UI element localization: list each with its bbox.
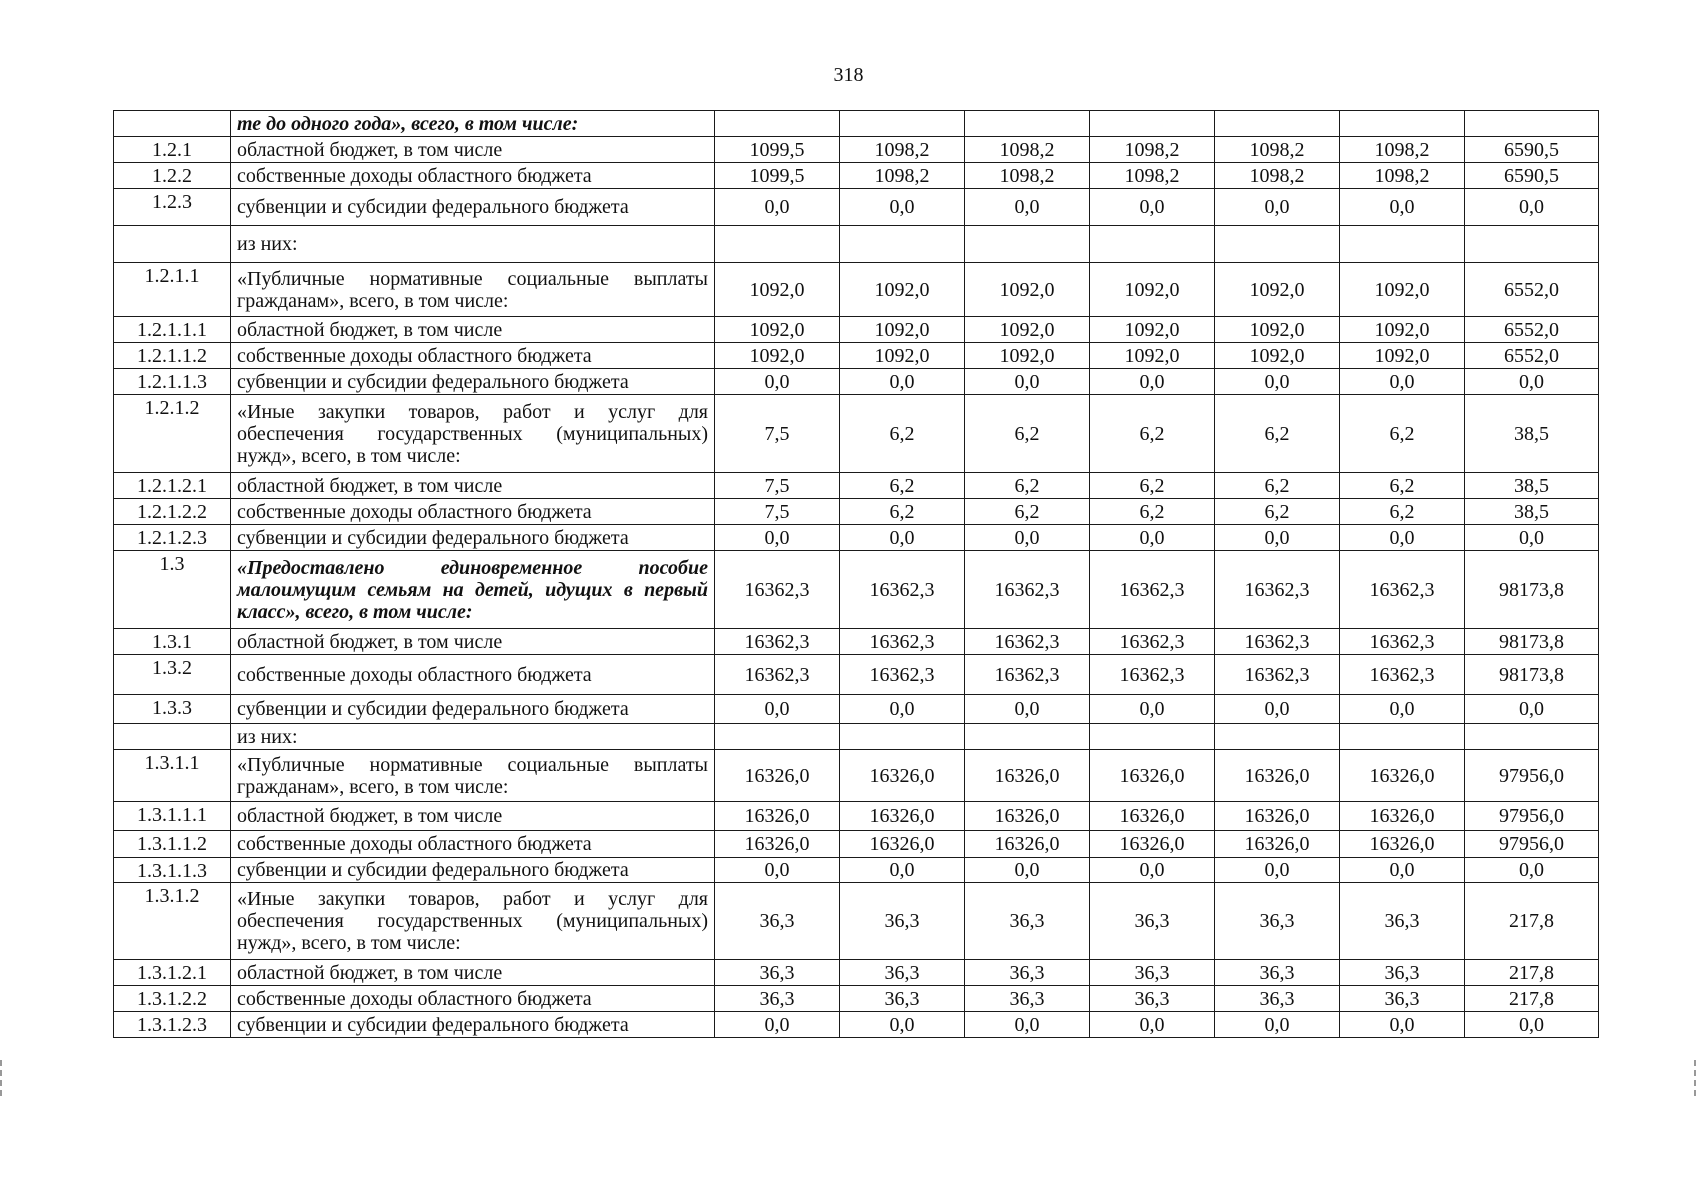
table-row: [114, 189, 1599, 226]
row-value: 0,0: [1215, 369, 1340, 395]
row-value: 6,2: [1090, 473, 1215, 499]
row-description: субвенции и субсидии федерального бюджета: [231, 695, 715, 724]
page-number: 318: [833, 64, 864, 86]
row-value: [1215, 111, 1340, 137]
row-total: 6552,0: [1465, 317, 1599, 343]
row-value: 16326,0: [1090, 750, 1215, 802]
row-value: 0,0: [1340, 1012, 1465, 1038]
row-value: [965, 226, 1090, 263]
row-value: 1098,2: [965, 137, 1090, 163]
row-value: 0,0: [1090, 858, 1215, 883]
row-value: [1090, 226, 1215, 263]
row-value: 0,0: [840, 695, 965, 724]
row-value: [1340, 111, 1465, 137]
row-value: 1098,2: [1215, 137, 1340, 163]
row-code: 1.2.1.1: [114, 263, 231, 317]
row-description: субвенции и субсидии федерального бюджета: [231, 525, 715, 551]
row-code: 1.2.1.1.1: [114, 317, 231, 343]
row-value: 16326,0: [840, 802, 965, 831]
table-body: [114, 111, 1599, 1038]
row-value: 1092,0: [715, 263, 840, 317]
row-total: 0,0: [1465, 858, 1599, 883]
row-total: 98173,8: [1465, 629, 1599, 655]
table-row: [114, 831, 1599, 858]
row-value: 36,3: [840, 986, 965, 1012]
row-value: 0,0: [1215, 189, 1340, 226]
row-value: [840, 111, 965, 137]
row-value: 6,2: [1090, 499, 1215, 525]
row-code: 1.2.3: [114, 189, 231, 226]
row-value: 1092,0: [1215, 343, 1340, 369]
row-value: 0,0: [965, 695, 1090, 724]
row-value: 16362,3: [1215, 655, 1340, 695]
row-value: 36,3: [840, 960, 965, 986]
table-row: [114, 883, 1599, 960]
row-description: «Иные закупки товаров, работ и услуг для обеспечения государственных (муниципальных) нужд», всего, в том числе:: [231, 883, 715, 960]
row-value: 0,0: [1340, 695, 1465, 724]
row-value: 1098,2: [840, 137, 965, 163]
row-description: из них:: [231, 226, 715, 263]
row-value: 36,3: [965, 883, 1090, 960]
table-row: [114, 525, 1599, 551]
row-value: 0,0: [1090, 369, 1215, 395]
row-value: 1099,5: [715, 137, 840, 163]
row-value: 1098,2: [965, 163, 1090, 189]
row-value: 16326,0: [1215, 831, 1340, 858]
row-value: [965, 724, 1090, 750]
row-value: 16326,0: [715, 750, 840, 802]
table-row: [114, 551, 1599, 629]
row-value: 36,3: [1340, 986, 1465, 1012]
row-value: 0,0: [840, 525, 965, 551]
row-value: 6,2: [840, 473, 965, 499]
row-value: 1098,2: [840, 163, 965, 189]
row-description: «Публичные нормативные социальные выплаты гражданам», всего, в том числе:: [231, 263, 715, 317]
row-total: 0,0: [1465, 525, 1599, 551]
row-value: 0,0: [1340, 858, 1465, 883]
table-row: [114, 695, 1599, 724]
row-value: 16362,3: [1215, 629, 1340, 655]
table-row: [114, 226, 1599, 263]
table-row: [114, 858, 1599, 883]
row-description: собственные доходы областного бюджета: [231, 831, 715, 858]
row-value: 0,0: [715, 525, 840, 551]
row-total: 0,0: [1465, 695, 1599, 724]
row-value: 36,3: [840, 883, 965, 960]
row-value: 0,0: [840, 189, 965, 226]
row-code: 1.2.1.2.2: [114, 499, 231, 525]
row-value: 1092,0: [965, 343, 1090, 369]
row-value: 1092,0: [715, 343, 840, 369]
row-total: [1465, 111, 1599, 137]
row-value: 1099,5: [715, 163, 840, 189]
row-total: 0,0: [1465, 369, 1599, 395]
row-value: 6,2: [1090, 395, 1215, 473]
row-total: 6552,0: [1465, 343, 1599, 369]
row-value: 6,2: [1340, 499, 1465, 525]
row-value: [840, 724, 965, 750]
row-code: 1.3.1.2.2: [114, 986, 231, 1012]
table-row: [114, 655, 1599, 695]
row-value: 1092,0: [1090, 343, 1215, 369]
row-value: 6,2: [1340, 473, 1465, 499]
row-code: 1.3.3: [114, 695, 231, 724]
row-code: [114, 724, 231, 750]
row-value: 16362,3: [715, 655, 840, 695]
row-value: [1090, 724, 1215, 750]
row-code: 1.3.1.1.1: [114, 802, 231, 831]
row-description: собственные доходы областного бюджета: [231, 163, 715, 189]
row-description: областной бюджет, в том числе: [231, 629, 715, 655]
row-value: 1092,0: [715, 317, 840, 343]
row-value: 1092,0: [1340, 343, 1465, 369]
table-row: [114, 802, 1599, 831]
row-value: 6,2: [965, 473, 1090, 499]
row-value: 1098,2: [1340, 163, 1465, 189]
row-value: 1092,0: [1340, 263, 1465, 317]
row-code: 1.3.2: [114, 655, 231, 695]
row-value: 36,3: [1090, 960, 1215, 986]
row-value: 36,3: [1215, 883, 1340, 960]
row-value: 16326,0: [965, 831, 1090, 858]
row-value: 16362,3: [1340, 629, 1465, 655]
row-value: 16326,0: [840, 831, 965, 858]
row-description: субвенции и субсидии федерального бюджета: [231, 189, 715, 226]
row-total: 97956,0: [1465, 831, 1599, 858]
row-value: 0,0: [1340, 369, 1465, 395]
table-row: [114, 317, 1599, 343]
row-value: 16362,3: [1090, 655, 1215, 695]
row-value: 16326,0: [1215, 750, 1340, 802]
row-value: 16362,3: [1215, 551, 1340, 629]
row-description: субвенции и субсидии федерального бюджета: [231, 1012, 715, 1038]
row-value: 6,2: [840, 499, 965, 525]
row-value: 0,0: [715, 858, 840, 883]
table-row: [114, 1012, 1599, 1038]
row-description: областной бюджет, в том числе: [231, 473, 715, 499]
row-value: [715, 724, 840, 750]
row-value: 0,0: [1215, 525, 1340, 551]
row-value: 16362,3: [840, 551, 965, 629]
row-value: 6,2: [1215, 499, 1340, 525]
row-value: [715, 226, 840, 263]
row-value: 0,0: [965, 1012, 1090, 1038]
row-value: 16362,3: [1340, 655, 1465, 695]
row-value: 0,0: [715, 1012, 840, 1038]
row-total: 0,0: [1465, 1012, 1599, 1038]
row-description: «Иные закупки товаров, работ и услуг для обеспечения государственных (муниципальных) нужд», всего, в том числе:: [231, 395, 715, 473]
row-total: 97956,0: [1465, 750, 1599, 802]
row-value: 16326,0: [965, 750, 1090, 802]
row-value: 16326,0: [715, 802, 840, 831]
row-value: 16326,0: [1090, 802, 1215, 831]
row-code: 1.2.2: [114, 163, 231, 189]
row-value: [1215, 724, 1340, 750]
row-code: 1.2.1.1.2: [114, 343, 231, 369]
table-row: [114, 369, 1599, 395]
row-value: 36,3: [965, 960, 1090, 986]
row-value: 16362,3: [1090, 629, 1215, 655]
row-value: 1092,0: [1340, 317, 1465, 343]
row-total: 217,8: [1465, 883, 1599, 960]
row-value: 1092,0: [840, 343, 965, 369]
table-row: [114, 343, 1599, 369]
table-row: [114, 263, 1599, 317]
row-code: 1.2.1: [114, 137, 231, 163]
row-value: 0,0: [1340, 525, 1465, 551]
row-value: 6,2: [1215, 395, 1340, 473]
row-value: 16326,0: [840, 750, 965, 802]
row-value: 0,0: [1215, 858, 1340, 883]
row-total: 98173,8: [1465, 655, 1599, 695]
row-value: 36,3: [715, 986, 840, 1012]
row-description: те до одного года», всего, в том числе:: [231, 111, 715, 137]
row-value: 0,0: [715, 189, 840, 226]
row-value: 0,0: [965, 189, 1090, 226]
row-code: [114, 111, 231, 137]
row-value: 6,2: [1215, 473, 1340, 499]
row-description: «Публичные нормативные социальные выплаты гражданам», всего, в том числе:: [231, 750, 715, 802]
table-row: [114, 750, 1599, 802]
row-value: 16326,0: [1340, 750, 1465, 802]
row-value: 36,3: [965, 986, 1090, 1012]
row-value: 0,0: [840, 369, 965, 395]
row-value: [1340, 724, 1465, 750]
row-value: 16362,3: [715, 551, 840, 629]
row-value: 0,0: [1090, 189, 1215, 226]
row-value: 36,3: [715, 960, 840, 986]
row-total: 6552,0: [1465, 263, 1599, 317]
row-value: 36,3: [1215, 986, 1340, 1012]
budget-table: [113, 110, 1599, 1038]
row-description: областной бюджет, в том числе: [231, 802, 715, 831]
row-total: 217,8: [1465, 986, 1599, 1012]
row-total: 0,0: [1465, 189, 1599, 226]
row-description: областной бюджет, в том числе: [231, 317, 715, 343]
row-value: 1092,0: [1090, 263, 1215, 317]
row-total: 38,5: [1465, 395, 1599, 473]
row-value: 6,2: [840, 395, 965, 473]
row-value: 1098,2: [1090, 163, 1215, 189]
row-description: субвенции и субсидии федерального бюджета: [231, 369, 715, 395]
row-value: 1092,0: [1215, 317, 1340, 343]
row-value: 36,3: [1340, 960, 1465, 986]
row-value: 16326,0: [1340, 831, 1465, 858]
row-value: 16362,3: [840, 629, 965, 655]
row-value: [840, 226, 965, 263]
row-value: 1092,0: [1215, 263, 1340, 317]
row-code: 1.2.1.2: [114, 395, 231, 473]
row-total: 97956,0: [1465, 802, 1599, 831]
row-value: 0,0: [965, 525, 1090, 551]
row-description: собственные доходы областного бюджета: [231, 655, 715, 695]
table-row: [114, 395, 1599, 473]
row-description: собственные доходы областного бюджета: [231, 499, 715, 525]
row-value: 16362,3: [1340, 551, 1465, 629]
row-value: 16362,3: [1090, 551, 1215, 629]
row-code: 1.3.1.1.2: [114, 831, 231, 858]
row-value: 1092,0: [1090, 317, 1215, 343]
row-value: [965, 111, 1090, 137]
row-value: 1098,2: [1215, 163, 1340, 189]
table-row: [114, 111, 1599, 137]
row-description: «Предоставлено единовременное пособие малоимущим семьям на детей, идущих в первый класс», всего, в том числе:: [231, 551, 715, 629]
row-value: 0,0: [840, 1012, 965, 1038]
row-value: 1092,0: [840, 263, 965, 317]
table-row: [114, 960, 1599, 986]
row-value: 16362,3: [715, 629, 840, 655]
row-code: [114, 226, 231, 263]
row-value: [1215, 226, 1340, 263]
row-value: 36,3: [1090, 986, 1215, 1012]
row-code: 1.3.1.2.1: [114, 960, 231, 986]
row-total: [1465, 724, 1599, 750]
row-value: 16362,3: [965, 655, 1090, 695]
row-code: 1.2.1.2.3: [114, 525, 231, 551]
table-row: [114, 163, 1599, 189]
row-value: 7,5: [715, 395, 840, 473]
row-description: субвенции и субсидии федерального бюджета: [231, 858, 715, 883]
row-value: 16326,0: [715, 831, 840, 858]
row-value: 7,5: [715, 499, 840, 525]
row-value: 0,0: [1215, 695, 1340, 724]
row-code: 1.3.1.1: [114, 750, 231, 802]
row-value: 16326,0: [1340, 802, 1465, 831]
scan-edge-left: [0, 1060, 4, 1096]
row-value: 16362,3: [965, 551, 1090, 629]
row-value: 16326,0: [965, 802, 1090, 831]
row-value: 1092,0: [965, 263, 1090, 317]
row-value: 0,0: [840, 858, 965, 883]
row-code: 1.2.1.2.1: [114, 473, 231, 499]
row-code: 1.3.1: [114, 629, 231, 655]
row-code: 1.2.1.1.3: [114, 369, 231, 395]
table-row: [114, 473, 1599, 499]
row-value: 6,2: [965, 499, 1090, 525]
row-value: 7,5: [715, 473, 840, 499]
row-value: 16362,3: [840, 655, 965, 695]
row-value: 1092,0: [965, 317, 1090, 343]
row-code: 1.3.1.1.3: [114, 858, 231, 883]
row-value: 36,3: [1090, 883, 1215, 960]
row-total: 6590,5: [1465, 137, 1599, 163]
row-value: 36,3: [715, 883, 840, 960]
row-value: 0,0: [1215, 1012, 1340, 1038]
row-value: 36,3: [1215, 960, 1340, 986]
row-description: собственные доходы областного бюджета: [231, 986, 715, 1012]
row-value: 0,0: [1090, 525, 1215, 551]
row-value: 0,0: [965, 858, 1090, 883]
row-description: из них:: [231, 724, 715, 750]
row-value: 0,0: [715, 369, 840, 395]
row-code: 1.3: [114, 551, 231, 629]
row-value: 0,0: [965, 369, 1090, 395]
row-code: 1.3.1.2.3: [114, 1012, 231, 1038]
row-value: 6,2: [965, 395, 1090, 473]
table-row: [114, 724, 1599, 750]
row-value: [1090, 111, 1215, 137]
row-value: 36,3: [1340, 883, 1465, 960]
row-value: 16326,0: [1090, 831, 1215, 858]
row-total: 6590,5: [1465, 163, 1599, 189]
row-total: 217,8: [1465, 960, 1599, 986]
row-total: 38,5: [1465, 499, 1599, 525]
row-description: областной бюджет, в том числе: [231, 137, 715, 163]
row-code: 1.3.1.2: [114, 883, 231, 960]
row-value: 0,0: [715, 695, 840, 724]
table-row: [114, 499, 1599, 525]
row-description: собственные доходы областного бюджета: [231, 343, 715, 369]
row-value: [1340, 226, 1465, 263]
row-value: 16326,0: [1215, 802, 1340, 831]
row-value: 16362,3: [965, 629, 1090, 655]
row-value: 0,0: [1090, 695, 1215, 724]
row-total: 38,5: [1465, 473, 1599, 499]
row-value: 0,0: [1340, 189, 1465, 226]
row-value: 0,0: [1090, 1012, 1215, 1038]
row-total: 98173,8: [1465, 551, 1599, 629]
row-total: [1465, 226, 1599, 263]
table-row: [114, 986, 1599, 1012]
table-row: [114, 137, 1599, 163]
row-description: областной бюджет, в том числе: [231, 960, 715, 986]
row-value: 6,2: [1340, 395, 1465, 473]
table-row: [114, 629, 1599, 655]
row-value: 1098,2: [1340, 137, 1465, 163]
row-value: 1098,2: [1090, 137, 1215, 163]
row-value: 1092,0: [840, 317, 965, 343]
row-value: [715, 111, 840, 137]
